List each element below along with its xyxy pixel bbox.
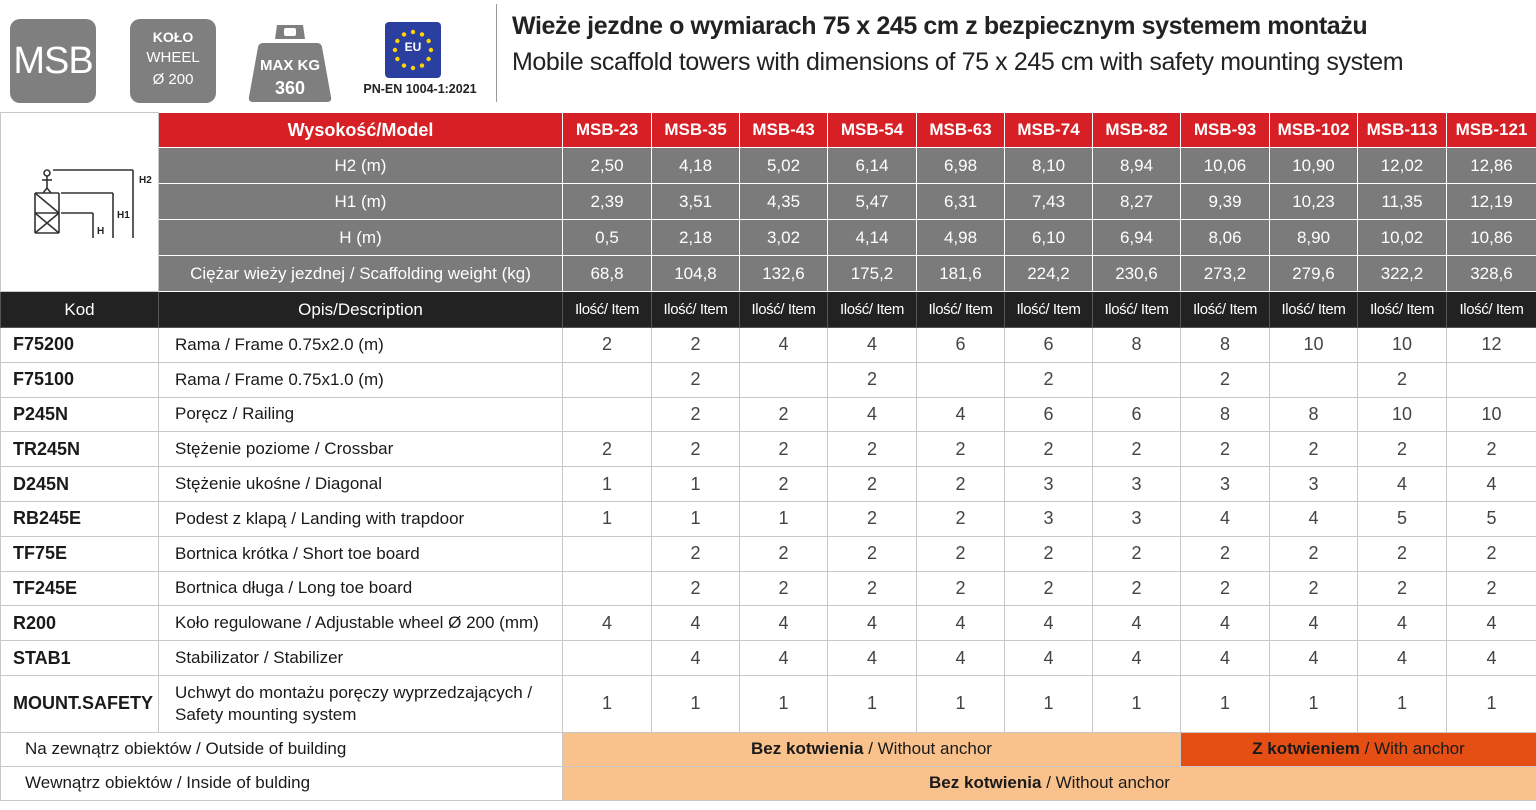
part-quantity: 2	[652, 397, 740, 432]
part-quantity: 2	[1005, 432, 1093, 467]
dimension-value: 175,2	[828, 256, 917, 292]
max-weight-label: MAX KG	[260, 57, 320, 74]
dimension-value: 10,06	[1181, 148, 1270, 184]
part-quantity: 3	[1181, 467, 1270, 502]
part-quantity: 3	[1005, 467, 1093, 502]
part-quantity: 2	[1270, 432, 1358, 467]
diagram-label-h1: H1	[116, 209, 130, 221]
part-quantity: 1	[652, 675, 740, 732]
part-quantity: 4	[1447, 606, 1536, 641]
part-quantity: 1	[740, 675, 828, 732]
outside-label-pl: Na zewnątrz obiektów	[25, 739, 192, 759]
page-title-en: Mobile scaffold towers with dimensions of 75 x 245 cm with safety mounting system	[512, 48, 1404, 76]
part-quantity: 2	[652, 328, 740, 363]
part-quantity: 4	[652, 641, 740, 676]
dimension-value: 7,43	[1005, 184, 1093, 220]
inside-label-pl: Wewnątrz obiektów	[25, 773, 173, 793]
part-code: STAB1	[1, 641, 159, 676]
dimension-value: 4,18	[652, 148, 740, 184]
part-quantity	[563, 397, 652, 432]
part-quantity: 4	[740, 328, 828, 363]
dimension-value: 10,23	[1270, 184, 1358, 220]
item-column-header: Ilość/ Item	[1270, 292, 1358, 328]
outside-label-en: / Outside of building	[196, 739, 347, 759]
part-quantity: 2	[1358, 362, 1447, 397]
description-column-header: Opis/Description	[159, 292, 563, 328]
dimension-value: 2,18	[652, 220, 740, 256]
dimension-row	[1, 220, 1536, 256]
diagram-label-h: H	[96, 225, 104, 237]
part-quantity: 2	[1181, 362, 1270, 397]
part-quantity: 4	[828, 328, 917, 363]
dimension-value: 6,94	[1093, 220, 1181, 256]
part-quantity: 6	[1093, 397, 1181, 432]
part-quantity: 4	[1270, 641, 1358, 676]
part-quantity: 3	[1005, 501, 1093, 536]
eu-star	[402, 63, 406, 67]
dimension-value: 0,5	[563, 220, 652, 256]
part-quantity: 1	[1005, 675, 1093, 732]
part-quantity: 2	[828, 467, 917, 502]
dimension-row	[1, 184, 1536, 220]
table-row	[1, 501, 1536, 536]
outside-label	[1, 732, 563, 766]
part-quantity	[917, 362, 1005, 397]
part-quantity: 4	[563, 606, 652, 641]
part-quantity: 2	[1270, 571, 1358, 606]
part-quantity: 4	[740, 606, 828, 641]
dimension-value: 11,35	[1358, 184, 1447, 220]
dimension-value: 181,6	[917, 256, 1005, 292]
dimension-value: 4,14	[828, 220, 917, 256]
part-quantity: 4	[828, 397, 917, 432]
part-code: MOUNT.SAFETY	[1, 675, 159, 732]
part-quantity: 1	[1181, 675, 1270, 732]
model-header-msb-63: MSB-63	[917, 113, 1005, 148]
with-anchor-badge-en: / With anchor	[1364, 739, 1465, 759]
eu-star	[420, 32, 424, 36]
item-column-header: Ilość/ Item	[1093, 292, 1181, 328]
part-quantity: 3	[1093, 501, 1181, 536]
part-quantity: 1	[917, 675, 1005, 732]
part-quantity: 4	[917, 641, 1005, 676]
dimension-value: 8,27	[1093, 184, 1181, 220]
dimension-value: 132,6	[740, 256, 828, 292]
inside-label-en: / Inside of bulding	[176, 773, 311, 793]
part-quantity: 2	[828, 571, 917, 606]
dimension-value: 5,47	[828, 184, 917, 220]
part-quantity: 2	[1005, 362, 1093, 397]
part-quantity: 2	[828, 501, 917, 536]
part-quantity: 4	[1270, 501, 1358, 536]
tower-diagram	[1, 113, 159, 292]
item-column-header: Ilość/ Item	[1447, 292, 1536, 328]
item-column-header: Ilość/ Item	[1358, 292, 1447, 328]
max-weight-value: 360	[274, 78, 306, 98]
item-column-header: Ilość/ Item	[652, 292, 740, 328]
part-quantity: 2	[917, 536, 1005, 571]
dimension-value: 6,31	[917, 184, 1005, 220]
part-quantity: 2	[1005, 536, 1093, 571]
part-quantity: 2	[1181, 432, 1270, 467]
part-quantity: 12	[1447, 328, 1536, 363]
eu-star	[402, 32, 406, 36]
part-quantity: 2	[917, 571, 1005, 606]
table-row	[1, 467, 1536, 502]
part-quantity: 1	[563, 675, 652, 732]
dimension-label: H (m)	[159, 220, 563, 256]
wheel-badge-line3: Ø 200	[152, 71, 194, 88]
part-quantity: 10	[1270, 328, 1358, 363]
inside-label	[1, 766, 563, 800]
without-anchor-badge-en: / Without anchor	[1046, 773, 1170, 793]
standard-label: PN-EN 1004-1:2021	[363, 82, 477, 96]
part-quantity: 4	[1447, 467, 1536, 502]
part-quantity: 1	[652, 501, 740, 536]
part-description: Uchwyt do montażu poręczy wyprzedzających / Safety mounting system	[159, 675, 563, 732]
part-code: RB245E	[1, 501, 159, 536]
model-header-msb-93: MSB-93	[1181, 113, 1270, 148]
table-row	[1, 571, 1536, 606]
part-description: Bortnica długa / Long toe board	[159, 571, 563, 606]
column-header-row	[1, 292, 1536, 328]
dimension-value: 3,02	[740, 220, 828, 256]
part-quantity: 1	[563, 501, 652, 536]
part-code: R200	[1, 606, 159, 641]
part-quantity: 1	[740, 501, 828, 536]
part-quantity: 4	[652, 606, 740, 641]
part-description: Poręcz / Railing	[159, 397, 563, 432]
part-quantity: 1	[828, 675, 917, 732]
dimension-value: 12,19	[1447, 184, 1536, 220]
part-quantity: 2	[652, 571, 740, 606]
item-column-header: Ilość/ Item	[917, 292, 1005, 328]
part-code: P245N	[1, 397, 159, 432]
dimension-value: 9,39	[1181, 184, 1270, 220]
part-quantity: 2	[1358, 536, 1447, 571]
part-code: TF245E	[1, 571, 159, 606]
dimension-value: 8,94	[1093, 148, 1181, 184]
part-quantity: 2	[1358, 432, 1447, 467]
part-quantity: 6	[1005, 328, 1093, 363]
dimension-value: 2,39	[563, 184, 652, 220]
diagram-label-h2: H2	[138, 174, 152, 186]
dimension-label: H2 (m)	[159, 148, 563, 184]
part-description: Bortnica krótka / Short toe board	[159, 536, 563, 571]
dimension-value: 6,98	[917, 148, 1005, 184]
part-quantity: 1	[1358, 675, 1447, 732]
wheel-badge	[130, 19, 216, 103]
part-quantity: 2	[1181, 571, 1270, 606]
dimension-value: 10,90	[1270, 148, 1358, 184]
part-quantity	[563, 362, 652, 397]
part-quantity: 2	[563, 328, 652, 363]
page-title-pl: Wieże jezdne o wymiarach 75 x 245 cm z bezpiecznym systemem montażu	[512, 12, 1368, 40]
dimension-value: 4,98	[917, 220, 1005, 256]
part-code: D245N	[1, 467, 159, 502]
item-column-header: Ilość/ Item	[740, 292, 828, 328]
part-quantity: 2	[563, 432, 652, 467]
part-quantity: 4	[1093, 641, 1181, 676]
part-code: F75100	[1, 362, 159, 397]
item-column-header: Ilość/ Item	[563, 292, 652, 328]
dimension-label: H1 (m)	[159, 184, 563, 220]
part-quantity: 2	[917, 501, 1005, 536]
part-quantity: 1	[1447, 675, 1536, 732]
dimension-value: 12,02	[1358, 148, 1447, 184]
part-quantity: 2	[1005, 571, 1093, 606]
page-header	[0, 0, 1536, 110]
part-quantity: 4	[1005, 641, 1093, 676]
model-header-msb-74: MSB-74	[1005, 113, 1093, 148]
model-row-label: Wysokość/Model	[159, 113, 563, 148]
part-quantity: 2	[740, 467, 828, 502]
part-quantity	[563, 641, 652, 676]
part-quantity: 4	[740, 641, 828, 676]
dimension-value: 4,35	[740, 184, 828, 220]
inside-row	[1, 766, 1536, 800]
part-quantity: 10	[1358, 397, 1447, 432]
part-quantity: 2	[828, 536, 917, 571]
part-quantity: 2	[652, 536, 740, 571]
part-quantity: 5	[1358, 501, 1447, 536]
part-quantity: 8	[1270, 397, 1358, 432]
dimension-row	[1, 148, 1536, 184]
part-quantity: 2	[917, 432, 1005, 467]
part-quantity: 2	[1447, 536, 1536, 571]
part-quantity: 4	[1447, 641, 1536, 676]
part-quantity: 2	[652, 362, 740, 397]
part-quantity: 8	[1181, 397, 1270, 432]
part-quantity: 2	[1093, 571, 1181, 606]
without-anchor-badge-en: / Without anchor	[868, 739, 992, 759]
dimension-label: Ciężar wieży jezdnej / Scaffolding weight (kg)	[159, 256, 563, 292]
part-description: Rama / Frame 0.75x1.0 (m)	[159, 362, 563, 397]
part-quantity: 4	[1358, 467, 1447, 502]
part-quantity: 2	[1447, 571, 1536, 606]
part-quantity: 8	[1181, 328, 1270, 363]
dimension-value: 3,51	[652, 184, 740, 220]
eu-star	[426, 57, 430, 61]
part-quantity: 10	[1447, 397, 1536, 432]
part-quantity: 4	[1181, 641, 1270, 676]
dimension-value: 2,50	[563, 148, 652, 184]
table-row	[1, 606, 1536, 641]
outside-row	[1, 732, 1536, 766]
with-anchor-badge-pl: Z kotwieniem	[1252, 739, 1360, 759]
part-quantity: 2	[1181, 536, 1270, 571]
part-quantity: 2	[652, 432, 740, 467]
part-quantity	[563, 571, 652, 606]
part-quantity: 4	[1005, 606, 1093, 641]
part-quantity: 4	[828, 606, 917, 641]
item-column-header: Ilość/ Item	[1005, 292, 1093, 328]
model-header-msb-102: MSB-102	[1270, 113, 1358, 148]
part-description: Rama / Frame 0.75x2.0 (m)	[159, 328, 563, 363]
part-quantity: 1	[563, 467, 652, 502]
part-quantity: 3	[1093, 467, 1181, 502]
part-quantity: 2	[740, 571, 828, 606]
part-quantity: 4	[917, 606, 1005, 641]
part-quantity: 6	[1005, 397, 1093, 432]
part-quantity: 2	[1093, 432, 1181, 467]
max-weight-badge	[247, 19, 333, 103]
dimension-value: 230,6	[1093, 256, 1181, 292]
dimension-value: 273,2	[1181, 256, 1270, 292]
part-quantity: 4	[1270, 606, 1358, 641]
part-description: Stężenie poziome / Crossbar	[159, 432, 563, 467]
model-badge: MSB	[10, 19, 96, 103]
dimension-value: 6,14	[828, 148, 917, 184]
part-quantity: 2	[740, 432, 828, 467]
dimension-value: 279,6	[1270, 256, 1358, 292]
part-quantity: 4	[1358, 606, 1447, 641]
with-anchor-badge	[1181, 732, 1536, 766]
dimension-value: 5,02	[740, 148, 828, 184]
dimension-value: 8,90	[1270, 220, 1358, 256]
part-quantity: 10	[1358, 328, 1447, 363]
without-anchor-badge	[563, 766, 1536, 800]
part-description: Stabilizator / Stabilizer	[159, 641, 563, 676]
part-quantity: 2	[1447, 432, 1536, 467]
header-divider	[496, 4, 497, 102]
tower-diagram-icon	[5, 130, 155, 270]
part-quantity: 1	[1270, 675, 1358, 732]
spec-table	[0, 112, 1536, 801]
part-quantity: 1	[652, 467, 740, 502]
wheel-badge-line2: WHEEL	[146, 49, 200, 66]
model-header-msb-113: MSB-113	[1358, 113, 1447, 148]
dimension-value: 68,8	[563, 256, 652, 292]
model-row	[1, 113, 1536, 148]
wheel-badge-line1: KOŁO	[152, 29, 194, 45]
without-anchor-badge-pl: Bez kotwienia	[751, 739, 864, 759]
part-code: TR245N	[1, 432, 159, 467]
model-header-msb-43: MSB-43	[740, 113, 828, 148]
dimension-value: 10,86	[1447, 220, 1536, 256]
part-quantity	[740, 362, 828, 397]
eu-star	[420, 63, 424, 67]
part-quantity: 2	[828, 362, 917, 397]
table-row	[1, 675, 1536, 732]
part-quantity: 8	[1093, 328, 1181, 363]
table-row	[1, 641, 1536, 676]
model-header-msb-23: MSB-23	[563, 113, 652, 148]
dimension-value: 8,10	[1005, 148, 1093, 184]
part-quantity	[1270, 362, 1358, 397]
eu-star	[411, 30, 415, 34]
item-column-header: Ilość/ Item	[1181, 292, 1270, 328]
eu-flag-label: EU	[404, 40, 422, 54]
part-quantity: 2	[740, 536, 828, 571]
eu-star	[395, 57, 399, 61]
model-header-msb-54: MSB-54	[828, 113, 917, 148]
dimension-value: 12,86	[1447, 148, 1536, 184]
eu-star	[411, 66, 415, 70]
table-row	[1, 432, 1536, 467]
table-row	[1, 397, 1536, 432]
part-description: Podest z klapą / Landing with trapdoor	[159, 501, 563, 536]
part-quantity: 4	[1358, 641, 1447, 676]
part-description: Koło regulowane / Adjustable wheel Ø 200 (mm)	[159, 606, 563, 641]
without-anchor-badge-pl: Bez kotwienia	[929, 773, 1042, 793]
part-quantity: 5	[1447, 501, 1536, 536]
model-header-msb-82: MSB-82	[1093, 113, 1181, 148]
item-column-header: Ilość/ Item	[828, 292, 917, 328]
part-quantity: 2	[828, 432, 917, 467]
part-description: Stężenie ukośne / Diagonal	[159, 467, 563, 502]
part-quantity: 2	[1358, 571, 1447, 606]
part-code: TF75E	[1, 536, 159, 571]
part-quantity: 2	[1093, 536, 1181, 571]
part-quantity	[563, 536, 652, 571]
without-anchor-badge	[563, 732, 1181, 766]
model-header-msb-35: MSB-35	[652, 113, 740, 148]
part-quantity: 6	[917, 328, 1005, 363]
part-quantity: 4	[828, 641, 917, 676]
part-quantity: 4	[1181, 501, 1270, 536]
part-quantity: 1	[1093, 675, 1181, 732]
dimension-value: 224,2	[1005, 256, 1093, 292]
model-header-msb-121: MSB-121	[1447, 113, 1536, 148]
part-quantity	[1093, 362, 1181, 397]
part-quantity: 2	[1270, 536, 1358, 571]
part-quantity: 3	[1270, 467, 1358, 502]
dimension-value: 10,02	[1358, 220, 1447, 256]
part-quantity: 4	[1181, 606, 1270, 641]
table-row	[1, 362, 1536, 397]
part-quantity: 2	[917, 467, 1005, 502]
dimension-value: 104,8	[652, 256, 740, 292]
dimension-value: 8,06	[1181, 220, 1270, 256]
part-quantity	[1447, 362, 1536, 397]
part-quantity: 2	[740, 397, 828, 432]
table-row	[1, 536, 1536, 571]
part-code: F75200	[1, 328, 159, 363]
dimension-row	[1, 256, 1536, 292]
eu-flag-icon	[385, 22, 441, 78]
dimension-value: 6,10	[1005, 220, 1093, 256]
table-row	[1, 328, 1536, 363]
code-column-header: Kod	[1, 292, 159, 328]
dimension-value: 322,2	[1358, 256, 1447, 292]
part-quantity: 4	[1093, 606, 1181, 641]
dimension-value: 328,6	[1447, 256, 1536, 292]
part-quantity: 4	[917, 397, 1005, 432]
